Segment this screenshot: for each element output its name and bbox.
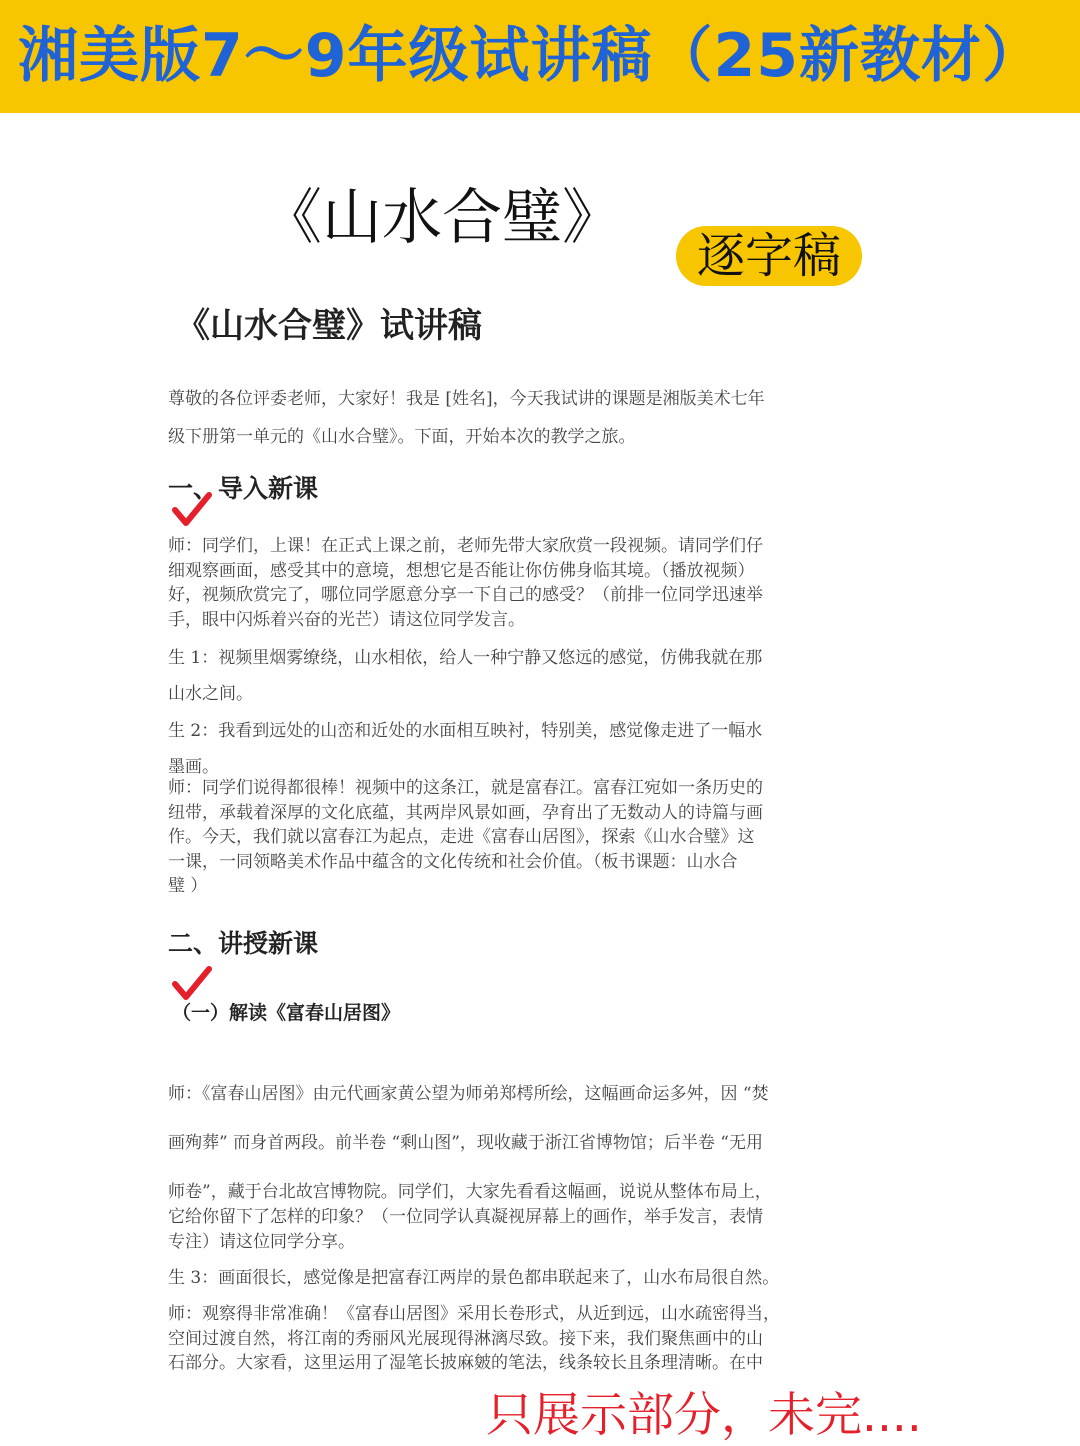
document-title: 《山水合璧》	[262, 183, 622, 253]
teacher-paragraph	[168, 776, 818, 899]
paragraph-line: 空间过渡自然，将江南的秀丽风光展现得淋漓尽致。接下来，我们聚焦画中的山	[168, 1328, 763, 1349]
section-heading-intro: 一、导入新课	[168, 474, 319, 503]
paragraph-line: 生 2：我看到远处的山峦和近处的水面相互映衬，特别美，感觉像走进了一幅水	[168, 721, 763, 741]
word-for-word-badge	[676, 226, 862, 286]
paragraph-line: 师卷”，藏于台北故宫博物院。同学们，大家先看看这幅画，说说从整体布局上，	[168, 1182, 772, 1202]
paragraph-line: 师：同学们说得都很棒！视频中的这条江，就是富春江。富春江宛如一条历史的	[168, 778, 763, 798]
paragraph-line: 墨画。	[168, 757, 219, 777]
script-subtitle: 《山水合璧》试讲稿	[176, 306, 482, 346]
paragraph-line: 璧 ）	[168, 876, 208, 896]
teacher-paragraph	[168, 534, 818, 632]
partial-preview-note: 只展示部分，未完....	[486, 1388, 922, 1443]
paragraph-line: 生 1：视频里烟雾缭绕，山水相依，给人一种宁静又悠远的感觉，仿佛我就在那	[168, 648, 763, 668]
checkmark-icon	[172, 492, 212, 528]
checkmark-icon	[172, 966, 212, 1002]
intro-paragraph	[168, 380, 818, 456]
paragraph-line: 手，眼中闪烁着兴奋的光芒）请这位同学发言。	[168, 609, 525, 630]
student-2-paragraph	[168, 713, 818, 785]
paragraph-line: 细观察画面，感受其中的意境，想想它是否能让你仿佛身临其境。（播放视频）	[168, 560, 755, 581]
section-heading-teaching: 二、讲授新课	[168, 929, 319, 958]
teacher-paragraph	[168, 1070, 818, 1217]
teacher-paragraph	[168, 1302, 818, 1376]
paragraph-line: 师：《富春山居图》由元代画家黄公望为师弟郑樗所绘，这幅画命运多舛，因 “焚	[168, 1084, 769, 1104]
teacher-paragraph-continued	[168, 1205, 818, 1254]
banner-title: 湘美版7～9年级试讲稿（25新教材）	[18, 21, 1043, 91]
paragraph-line: 师：观察得非常准确！《富春山居图》采用长卷形式，从近到远，山水疏密得当，	[168, 1304, 780, 1324]
badge-label: 逐字稿	[696, 228, 841, 284]
paragraph-line: 好，视频欣赏完了，哪位同学愿意分享一下自己的感受？（前排一位同学迅速举	[168, 585, 763, 605]
paragraph-line: 它给你留下了怎样的印象？（一位同学认真凝视屏幕上的画作，举手发言，表情	[168, 1207, 763, 1227]
student-1-paragraph	[168, 640, 818, 712]
paragraph-line: 师：同学们，上课！在正式上课之前，老师先带大家欣赏一段视频。请同学们仔	[168, 536, 763, 556]
paragraph-line: 作。今天，我们就以富春江为起点，走进《富春山居图》，探索《山水合璧》这	[168, 827, 755, 847]
paragraph-line: 专注）请这位同学分享。	[168, 1231, 355, 1252]
student-3-paragraph: 生 3：画面很长，感觉像是把富春江两岸的景色都串联起来了，山水布局很自然。	[168, 1268, 780, 1288]
subsection-heading: （一）解读《富春山居图》	[172, 1002, 401, 1024]
paragraph-line: 画殉葬” 而身首两段。前半卷 “剩山图”，现收藏于浙江省博物馆；后半卷 “无用	[168, 1133, 763, 1153]
intro-line: 级下册第一单元的《山水合璧》。下面，开始本次的教学之旅。	[168, 427, 636, 447]
paragraph-line: 石部分。大家看，这里运用了湿笔长披麻皴的笔法，线条较长且条理清晰。在中	[168, 1353, 763, 1373]
header-banner	[0, 0, 1080, 113]
paragraph-line: 纽带，承载着深厚的文化底蕴，其两岸风景如画，孕育出了无数动人的诗篇与画	[168, 802, 763, 823]
paragraph-line: 山水之间。	[168, 684, 253, 704]
intro-line: 尊敬的各位评委老师，大家好！我是 [姓名]，今天我试讲的课题是湘版美术七年	[168, 389, 765, 409]
paragraph-line: 一课，一同领略美术作品中蕴含的文化传统和社会价值。（板书课题：山水合	[168, 851, 738, 872]
